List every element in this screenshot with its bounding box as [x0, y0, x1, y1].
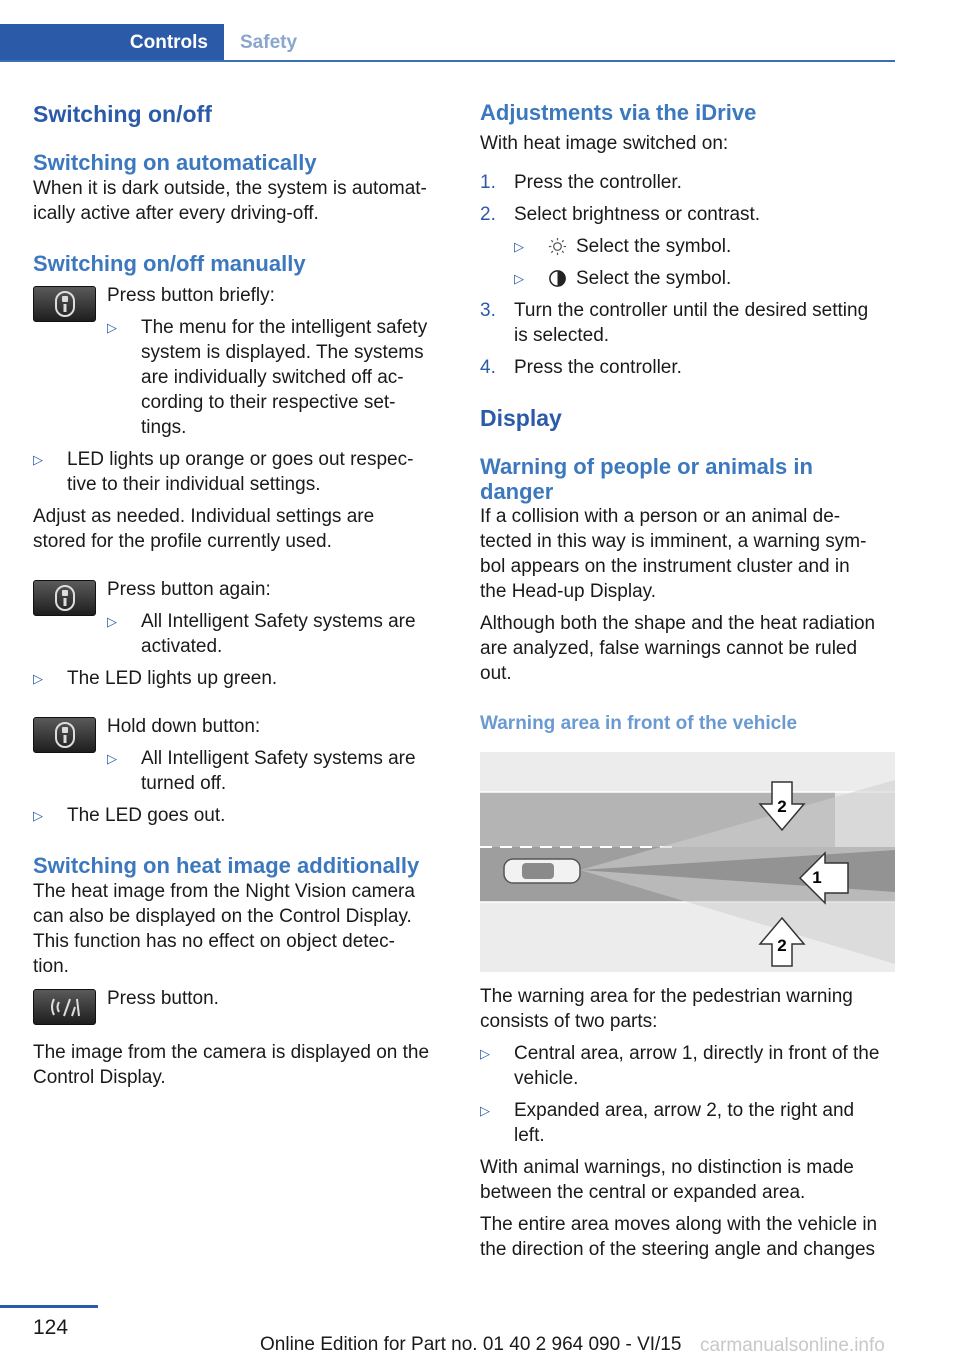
heading-heat-image: Switching on heat image additionally	[33, 853, 420, 878]
text-press-briefly: Press button briefly:	[107, 285, 275, 306]
text-line: The image from the camera is displayed on the	[33, 1042, 430, 1063]
text-hold-down: Hold down button:	[107, 716, 261, 737]
list-item	[514, 266, 898, 291]
text-line: Select the symbol.	[576, 268, 732, 289]
text-line: The warning area for the pedestrian warning	[480, 986, 853, 1007]
text-line: The menu for the intelligent safety	[141, 317, 428, 338]
sub-item-brightness	[548, 234, 898, 259]
text-line: Select the symbol.	[576, 236, 732, 257]
text-line: LED lights up orange or goes out respec-	[67, 449, 414, 470]
text-line: Control Display.	[33, 1067, 166, 1088]
bullet-triangle-icon: ▷	[107, 320, 117, 335]
text-line: consists of two parts:	[480, 1011, 658, 1032]
figure-label-1: 1	[812, 868, 822, 887]
bullet-triangle-icon: ▷	[480, 1046, 490, 1061]
bullet-triangle-icon: ▷	[107, 614, 117, 629]
bullet-triangle-icon: ▷	[33, 671, 43, 686]
text-line: Expanded area, arrow 2, to the right and	[514, 1100, 855, 1121]
list-item	[107, 315, 448, 440]
text-line: The LED lights up green.	[67, 668, 278, 689]
text-line: Turn the controller until the desired setting	[514, 300, 869, 321]
heading-warning-line1: Warning of people or animals in	[480, 454, 813, 479]
figure-label-2-bottom: 2	[777, 936, 787, 955]
list-item	[107, 746, 448, 796]
heading-warning-area: Warning area in front of the vehicle	[480, 713, 798, 734]
text-line: tion.	[33, 956, 69, 977]
text-adjust-line1: Adjust as needed. Individual settings are	[33, 506, 375, 527]
bullet-triangle-icon: ▷	[33, 808, 43, 823]
text-line: Central area, arrow 1, directly in front of the	[514, 1043, 880, 1064]
contrast-icon	[548, 269, 567, 288]
bullet-triangle-icon: ▷	[514, 239, 524, 254]
heading-switching-manually: Switching on/off manually	[33, 251, 306, 276]
list-item	[33, 666, 448, 691]
bullet-triangle-icon: ▷	[33, 452, 43, 467]
night-vision-button-icon	[33, 989, 96, 1025]
button-hold-block	[33, 714, 448, 796]
text-press-again: Press button again:	[107, 579, 271, 600]
brightness-icon	[548, 237, 567, 256]
text-line: All Intelligent Safety systems are	[141, 748, 416, 769]
text-line: The LED goes out.	[67, 805, 226, 826]
text-line: turned off.	[141, 773, 227, 794]
step-number: 3.	[480, 300, 496, 321]
text-line: the direction of the steering angle and changes	[480, 1239, 876, 1260]
text-line: tings.	[141, 417, 187, 438]
text-auto-line2: ically active after every driving-off.	[33, 203, 319, 224]
step-number: 2.	[480, 204, 496, 225]
heading-warning-line2: danger	[480, 479, 554, 504]
watermark: carmanualsonline.info	[700, 1335, 885, 1356]
text-line: Select brightness or contrast.	[514, 204, 761, 225]
text-line: Although both the shape and the heat radiation	[480, 613, 876, 634]
text-line: If a collision with a person or an animal de-	[480, 506, 841, 527]
text-line: vehicle.	[514, 1068, 579, 1089]
page-number: 124	[33, 1316, 69, 1339]
text-press-button: Press button.	[107, 988, 219, 1009]
text-line: The heat image from the Night Vision camera	[33, 881, 415, 902]
text-line: Press the controller.	[514, 357, 682, 378]
heading-idrive: Adjustments via the iDrive	[480, 100, 757, 125]
heading-display: Display	[480, 405, 562, 431]
text-line: system is displayed. The systems	[141, 342, 424, 363]
footer-rule	[0, 1305, 98, 1308]
text-line: The entire area moves along with the vehicle in	[480, 1214, 878, 1235]
bullet-triangle-icon: ▷	[107, 751, 117, 766]
text-adjust-line2: stored for the profile currently used.	[33, 531, 332, 552]
list-item	[480, 1041, 898, 1091]
list-item	[480, 202, 898, 291]
button-again-block	[33, 577, 448, 659]
chapter-tabs	[0, 24, 895, 62]
text-line: bol appears on the instrument cluster and in	[480, 556, 850, 577]
edition-text: Online Edition for Part no. 01 40 2 964 090 - VI/15	[260, 1334, 682, 1355]
text-line: left.	[514, 1125, 545, 1146]
list-item	[107, 609, 448, 659]
tab-controls[interactable]: Controls	[0, 24, 224, 62]
button-brief-block	[33, 283, 448, 440]
warning-area-diagram	[480, 752, 895, 972]
text-line: the Head-up Display.	[480, 581, 657, 602]
heading-switching-on-off: Switching on/off	[33, 101, 212, 127]
text-line: are individually switched off ac-	[141, 367, 404, 388]
step-number: 1.	[480, 172, 496, 193]
list-item	[514, 234, 898, 259]
list-item	[480, 1098, 898, 1148]
text-line: tected in this way is imminent, a warning sym-	[480, 531, 867, 552]
text-line: All Intelligent Safety systems are	[141, 611, 416, 632]
list-item	[480, 170, 898, 195]
tab-safety[interactable]: Safety	[240, 32, 298, 53]
text-line: out.	[480, 663, 512, 684]
warning-area-figure	[480, 752, 895, 972]
text-line: activated.	[141, 636, 223, 657]
left-column	[33, 100, 448, 1090]
text-line: can also be displayed on the Control Display.	[33, 906, 412, 927]
bullet-triangle-icon: ▷	[480, 1103, 490, 1118]
safety-button-icon	[33, 717, 96, 753]
safety-button-icon	[33, 286, 96, 322]
right-column	[480, 100, 898, 1262]
bullet-triangle-icon: ▷	[514, 271, 524, 286]
text-line: is selected.	[514, 325, 610, 346]
figure-label-2-top: 2	[777, 797, 787, 816]
car-icon	[504, 859, 580, 883]
button-night-vision-block	[33, 986, 448, 1030]
sub-item-contrast	[548, 266, 898, 291]
list-item	[480, 298, 898, 348]
list-item	[33, 447, 448, 497]
text-line: With animal warnings, no distinction is made	[480, 1157, 854, 1178]
step-number: 4.	[480, 357, 496, 378]
header-rule	[0, 60, 895, 62]
text-line: cording to their respective set-	[141, 392, 396, 413]
text-line: between the central or expanded area.	[480, 1182, 806, 1203]
text-line: are analyzed, false warnings cannot be ruled	[480, 638, 858, 659]
safety-button-icon	[33, 580, 96, 616]
text-auto-line1: When it is dark outside, the system is automat-	[33, 178, 427, 199]
text-line: This function has no effect on object detec-	[33, 931, 395, 952]
text-with-heat: With heat image switched on:	[480, 133, 729, 154]
text-line: tive to their individual settings.	[67, 474, 321, 495]
list-item	[33, 803, 448, 828]
heading-switching-on-automatically: Switching on automatically	[33, 150, 317, 175]
text-line: Press the controller.	[514, 172, 682, 193]
list-item	[480, 355, 898, 380]
